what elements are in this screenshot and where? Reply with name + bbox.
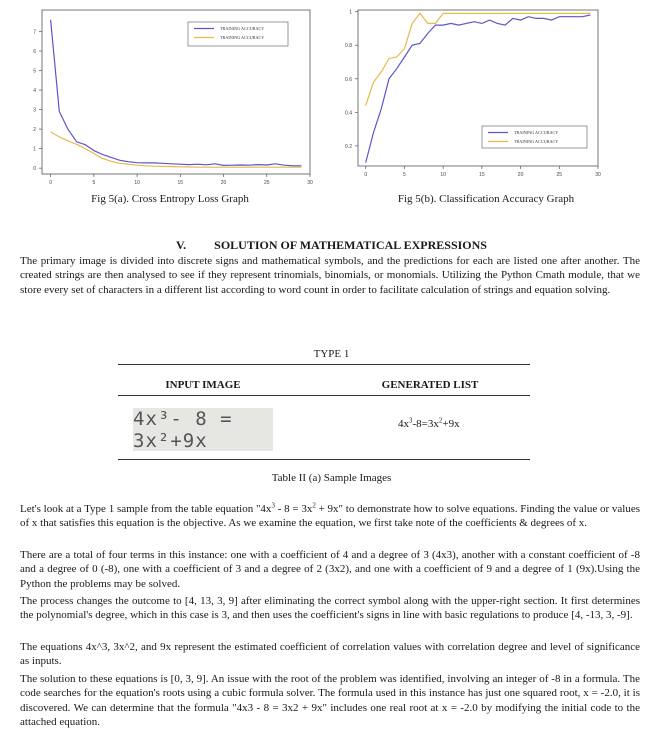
gen-part-c: +9x [442, 418, 460, 430]
x-tick-label: 0 [364, 172, 368, 178]
x-tick-label: 30 [307, 180, 313, 186]
y-tick-label: 6 [33, 49, 36, 55]
x-tick-label: 5 [403, 172, 406, 178]
x-tick-label: 20 [220, 180, 227, 186]
x-tick-label: 20 [517, 172, 524, 178]
paragraph-1 [20, 502, 640, 531]
accuracy-chart-caption: Fig 5(b). Classification Accuracy Graph [397, 193, 575, 205]
p1-part-c: + 9x" to demonstrate how to solve equations. Finding the value or values of x that satisfies this equation is the objective. As we examine the equation, we first take note of the coefficients & degrees of x. [20, 503, 641, 530]
paragraph-4: The equations 4x^3, 3x^2, and 9x represent the estimated coefficient of correlation values with correlation degree and level of significance as inputs. [20, 641, 640, 668]
legend-label-1: TRAINING ACCURACY [514, 139, 559, 144]
y-tick-label: 0 [33, 166, 36, 173]
section-number: V. [176, 238, 187, 252]
x-tick-label: 30 [595, 172, 601, 178]
y-tick-label: 0.4 [345, 110, 352, 117]
paragraph-5: The solution to these equations is [0, 3, 9]. An issue with the root of the problem was identified, involving an integer of -8 in a formula. The code searches for the equation's roots using a cubic formula solver. The formula used in this instance has just one squared root, x = -2.0, it is discovered. We can determine that the formula "4x3 - 8 = 3x2 + 9x" includes one real root at x = -2.0 by modifying the initial code to the attached equation. [20, 673, 640, 728]
table-bottom-rule [118, 459, 530, 460]
x-tick-label: 15 [177, 180, 184, 186]
y-tick-label: 0.2 [345, 143, 352, 150]
table-caption: Table II (a) Sample Images [271, 472, 392, 484]
x-tick-label: 5 [92, 180, 96, 186]
accuracy-chart [336, 6, 606, 190]
p1-part-a: Let's look at a Type 1 sample from the table equation "4x [20, 503, 272, 515]
series-line-1 [366, 13, 591, 105]
legend-label-1: TRAINING ACCURACY [220, 35, 265, 40]
x-tick-label: 15 [479, 172, 485, 178]
y-tick-label: 0.8 [345, 43, 352, 50]
legend-label-0: TRAINING ACCURACY [514, 130, 559, 135]
y-tick-label: 1 [33, 146, 36, 153]
paragraph-2: There are a total of four terms in this instance: one with a coefficient of 4 and a degree of 3 (4x3), another with a constant coefficient of -8 and a degree of 0 (-8), one with a coefficient of 3 and a degree of 2 (3x2), and one with a coefficient of 9 and a degree of 1 (9x).Using the Python the problems may be solved. [20, 549, 640, 590]
legend-label-0: TRAINING ACCURACY [220, 26, 265, 31]
section-title: SOLUTION OF MATHEMATICAL EXPRESSIONS [214, 238, 487, 252]
accuracy-chart-svg [336, 6, 606, 190]
table-header-rule [118, 395, 530, 396]
p1-sup-1: 3 [271, 501, 275, 510]
y-tick-label: 5 [33, 68, 36, 75]
table-header-input-image: INPUT IMAGE [165, 379, 241, 391]
paragraph-3: The process changes the outcome to [4, 13, 3, 9] after eliminating the correct symbol along with the upper-right section. It first determines the polynomial's degree, which in this case is 3, and then uses the coefficient's signs in line with basic regulations to produce [4, -13, 3, -9]. [20, 595, 640, 622]
gen-sup-1: 3 [409, 416, 413, 425]
x-tick-label: 10 [440, 172, 446, 178]
y-tick-label: 4 [33, 88, 36, 95]
table-top-rule [118, 364, 530, 365]
handwritten-equation-image: 4x³- 8 = 3x²+9x [133, 408, 273, 451]
y-tick-label: 2 [33, 127, 36, 134]
table-title: TYPE 1 [313, 348, 350, 360]
y-tick-label: 7 [33, 29, 36, 36]
gen-sup-2: 2 [438, 416, 443, 425]
p1-part-b: - 8 = 3x [274, 503, 313, 515]
loss-chart-svg [28, 6, 320, 190]
x-tick-label: 0 [49, 180, 53, 186]
loss-chart [28, 6, 320, 190]
x-tick-label: 10 [134, 180, 140, 186]
table-header-generated-list: GENERATED LIST [381, 379, 479, 391]
intro-paragraph: The primary image is divided into discrete signs and mathematical symbols, and the predictions for each are listed one after another. The created strings are then analysed to see if they represent trinomials, binomials, or monomials. Utilizing the Python Cmath module, that we store every set of characters in a different list according to word count in order to facilitate calculation of strings and equation solving. [20, 255, 640, 296]
section-heading [0, 238, 663, 253]
gen-part-b: -8=3x [412, 418, 439, 430]
gen-part-a: 4x [398, 418, 409, 430]
x-tick-label: 25 [263, 180, 270, 186]
generated-list-value [398, 418, 460, 430]
y-tick-label: 1 [349, 9, 352, 16]
x-tick-label: 25 [556, 172, 563, 178]
y-tick-label: 3 [33, 107, 36, 114]
p1-sup-2: 2 [312, 501, 316, 510]
series-line-1 [51, 132, 302, 167]
y-tick-label: 0.6 [345, 76, 352, 83]
loss-chart-caption: Fig 5(a). Cross Entropy Loss Graph [91, 193, 249, 205]
